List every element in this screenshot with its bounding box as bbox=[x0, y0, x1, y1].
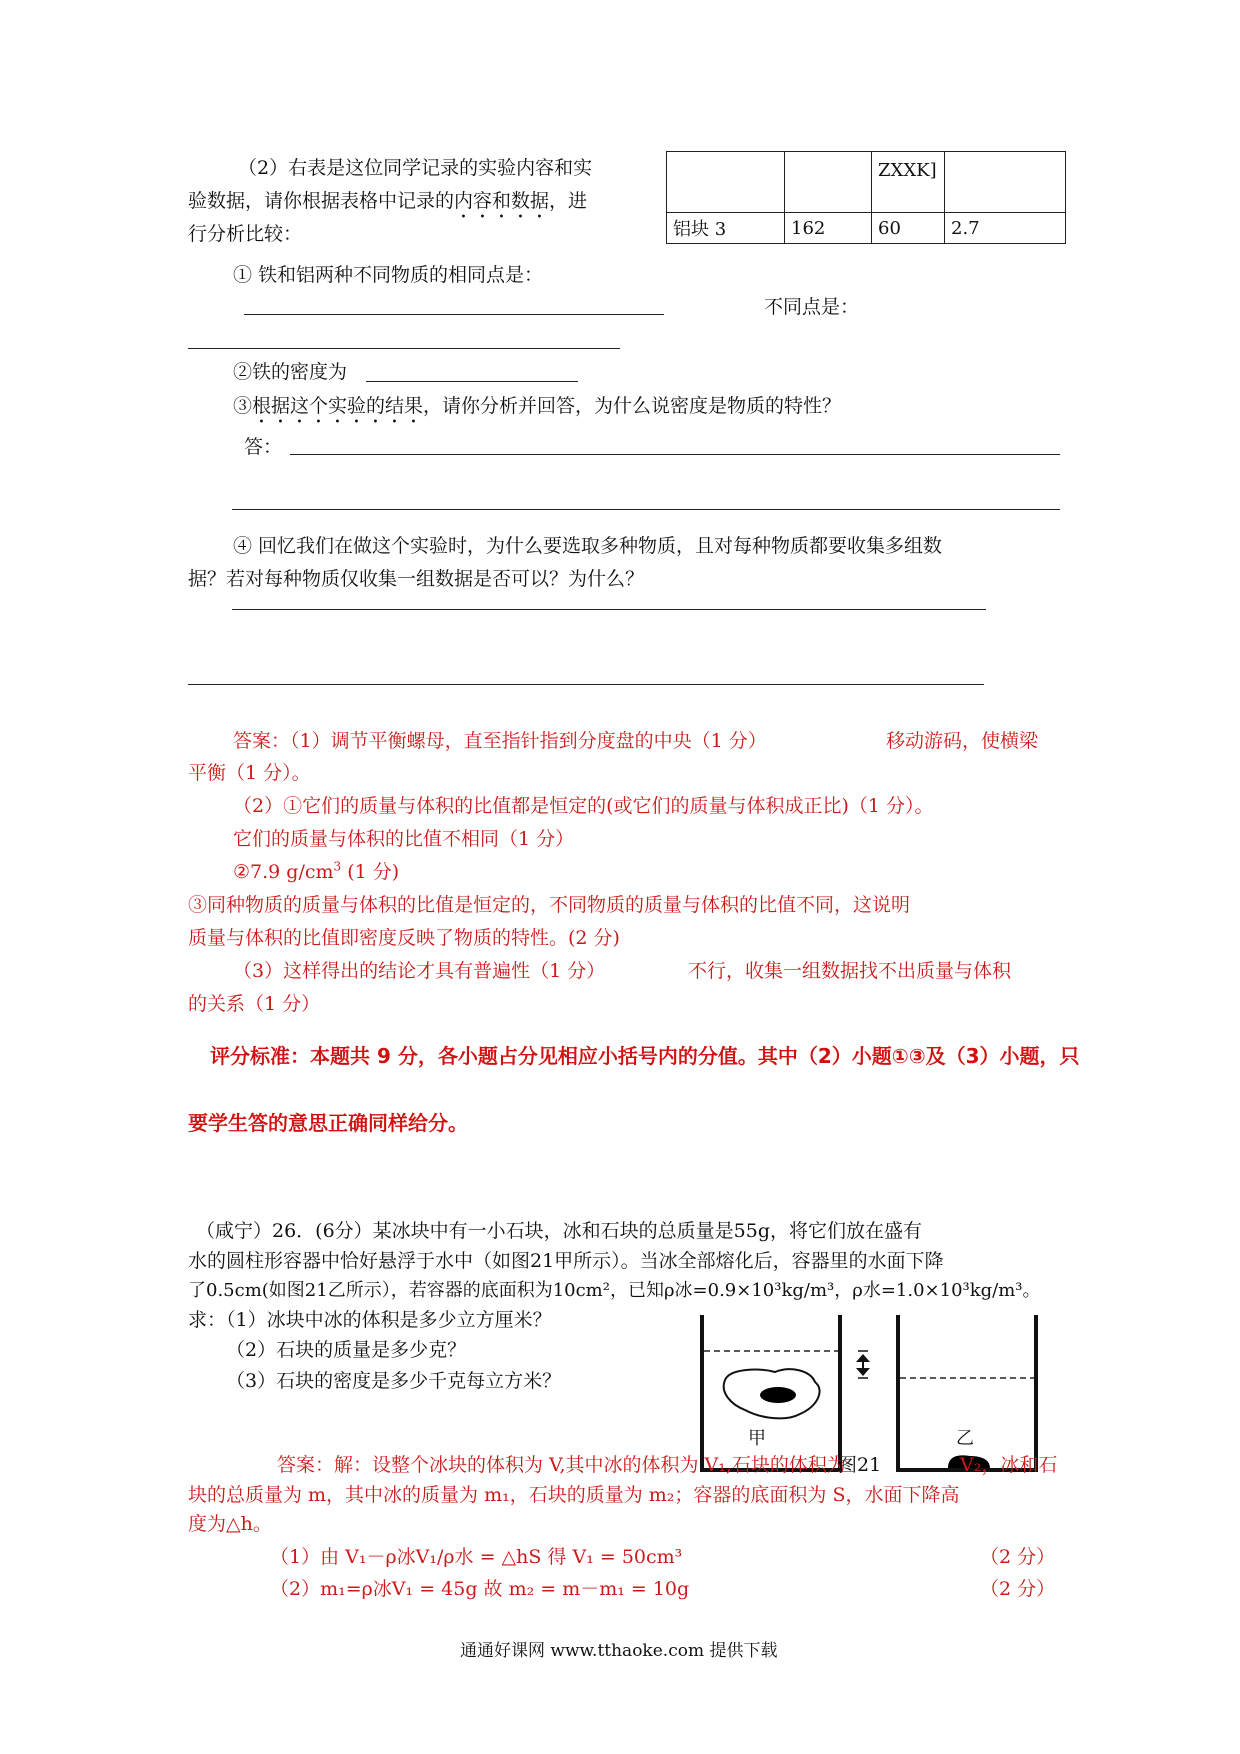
answer-line-5: ②7.9 $g/cm^3$ (1 分) bbox=[233, 859, 400, 883]
answer-line-2: 平衡（1 分）。 bbox=[188, 762, 311, 784]
table-cell: 铝块 3 bbox=[667, 213, 785, 244]
item-3-prompt: ③根据这个实验的结果，请你分析并回答，为什么说密度是物质的特性？ bbox=[233, 395, 842, 417]
table-cell bbox=[667, 152, 785, 213]
answer-label: 答： bbox=[244, 436, 283, 458]
answer-blank bbox=[244, 314, 664, 315]
table-cell: ZXXK] bbox=[872, 152, 945, 213]
q26-line-2: 水的圆柱形容器中恰好悬浮于水中（如图21甲所示）。当冰全部熔化后，容器里的水面下降 bbox=[188, 1250, 944, 1272]
table-cell: 60 bbox=[872, 213, 945, 244]
q26-line-5: （2）石块的质量是多少克？ bbox=[226, 1339, 467, 1361]
item-4-line-2: 据？若对每种物质仅收集一组数据是否可以？为什么？ bbox=[188, 568, 645, 590]
answer-blank bbox=[188, 684, 984, 685]
q26-line-1: （咸宁）26．(6分）某冰块中有一小石块，冰和石块的总质量是55g，将它们放在盛有 bbox=[196, 1220, 923, 1242]
solution-line-1b: V₂，冰和石 bbox=[960, 1454, 1058, 1476]
solution-line-1a: 答案：解：设整个冰块的体积为 V,其中冰的体积为 V₁,石块的体积为 bbox=[277, 1454, 846, 1476]
page-footer: 通通好课网 www.tthaoke.com 提供下载 bbox=[460, 1641, 778, 1661]
item-2-prompt: ②铁的密度为 bbox=[233, 361, 348, 383]
table-cell bbox=[785, 152, 872, 213]
solution-score-2: （2 分） bbox=[980, 1578, 1056, 1600]
data-table bbox=[666, 151, 1066, 244]
answer-blank bbox=[290, 454, 1060, 455]
answer-blank bbox=[232, 609, 986, 610]
q26-line-4: 求：（1）冰块中冰的体积是多少立方厘米？ bbox=[188, 1309, 552, 1331]
answer-blank bbox=[366, 381, 578, 382]
answer-line-3: （2）①它们的质量与体积的比值都是恒定的(或它们的质量与体积成正比)（1 分）。 bbox=[233, 795, 934, 817]
answer-line-8b: 不行，收集一组数据找不出质量与体积 bbox=[688, 960, 1012, 982]
scoring-line-2: 要学生答的意思正确同样给分。 bbox=[188, 1111, 468, 1135]
table-cell: 2.7 bbox=[945, 213, 1066, 244]
q26-line-3: 了0.5cm(如图21乙所示），若容器的底面积为10cm²，已知ρ冰=0.9×10³kg/m³，ρ水=1.0×10³kg/m³。 bbox=[188, 1280, 1041, 1301]
item-1-prompt: ① 铁和铝两种不同物质的相同点是： bbox=[233, 264, 544, 286]
solution-line-2: 块的总质量为 m，其中冰的质量为 m₁，石块的质量为 m₂；容器的底面积为 S，水面下降高 bbox=[188, 1484, 960, 1506]
solution-line-4: （1）由 V₁－ρ冰V₁/ρ水 = △hS 得 V₁ = 50cm³ bbox=[270, 1546, 683, 1568]
answer-line-1b: 移动游码，使横梁 bbox=[886, 730, 1039, 752]
q2-line-2: 验数据，请你根据表格中记录的内容和数据，进 bbox=[188, 190, 588, 212]
figure-label-left: 甲 bbox=[748, 1428, 766, 1449]
scoring-line-1: 评分标准：本题共 9 分，各小题占分见相应小括号内的分值。其中（2）小题①③及（3）小题，只 bbox=[210, 1044, 1080, 1068]
answer-line-6: ③同种物质的质量与体积的比值是恒定的，不同物质的质量与体积的比值不同，这说明 bbox=[188, 894, 911, 916]
item-1-diff: 不同点是： bbox=[764, 296, 860, 318]
item-4-line-1: ④ 回忆我们在做这个实验时，为什么要选取多种物质，且对每种物质都要收集多组数 bbox=[233, 535, 943, 557]
answer-blank bbox=[188, 348, 620, 349]
table-cell: 162 bbox=[785, 213, 872, 244]
figure-caption: 图21 bbox=[838, 1454, 882, 1476]
q2-line-3: 行分析比较： bbox=[188, 223, 303, 245]
answer-line-7: 质量与体积的比值即密度反映了物质的特性。(2 分) bbox=[188, 927, 620, 949]
answer-blank bbox=[232, 509, 1060, 510]
solution-line-3: 度为△h。 bbox=[188, 1513, 272, 1535]
q26-line-6: （3）石块的密度是多少千克每立方米？ bbox=[226, 1370, 562, 1392]
table-cell bbox=[945, 152, 1066, 213]
solution-score-1: （2 分） bbox=[980, 1546, 1056, 1568]
answer-line-8a: （3）这样得出的结论才具有普遍性（1 分） bbox=[233, 960, 606, 982]
q2-line-1: （2）右表是这位同学记录的实验内容和实 bbox=[238, 157, 593, 179]
answer-line-4: 它们的质量与体积的比值不相同（1 分） bbox=[233, 828, 575, 850]
answer-line-9: 的关系（1 分） bbox=[188, 993, 321, 1015]
figure-label-right: 乙 bbox=[956, 1428, 974, 1449]
answer-line-1a: 答案：（1）调节平衡螺母，直至指针指到分度盘的中央（1 分） bbox=[233, 730, 767, 752]
solution-line-5: （2）m₁=ρ冰V₁ = 45g 故 m₂ = m－m₁ = 10g bbox=[270, 1578, 690, 1600]
